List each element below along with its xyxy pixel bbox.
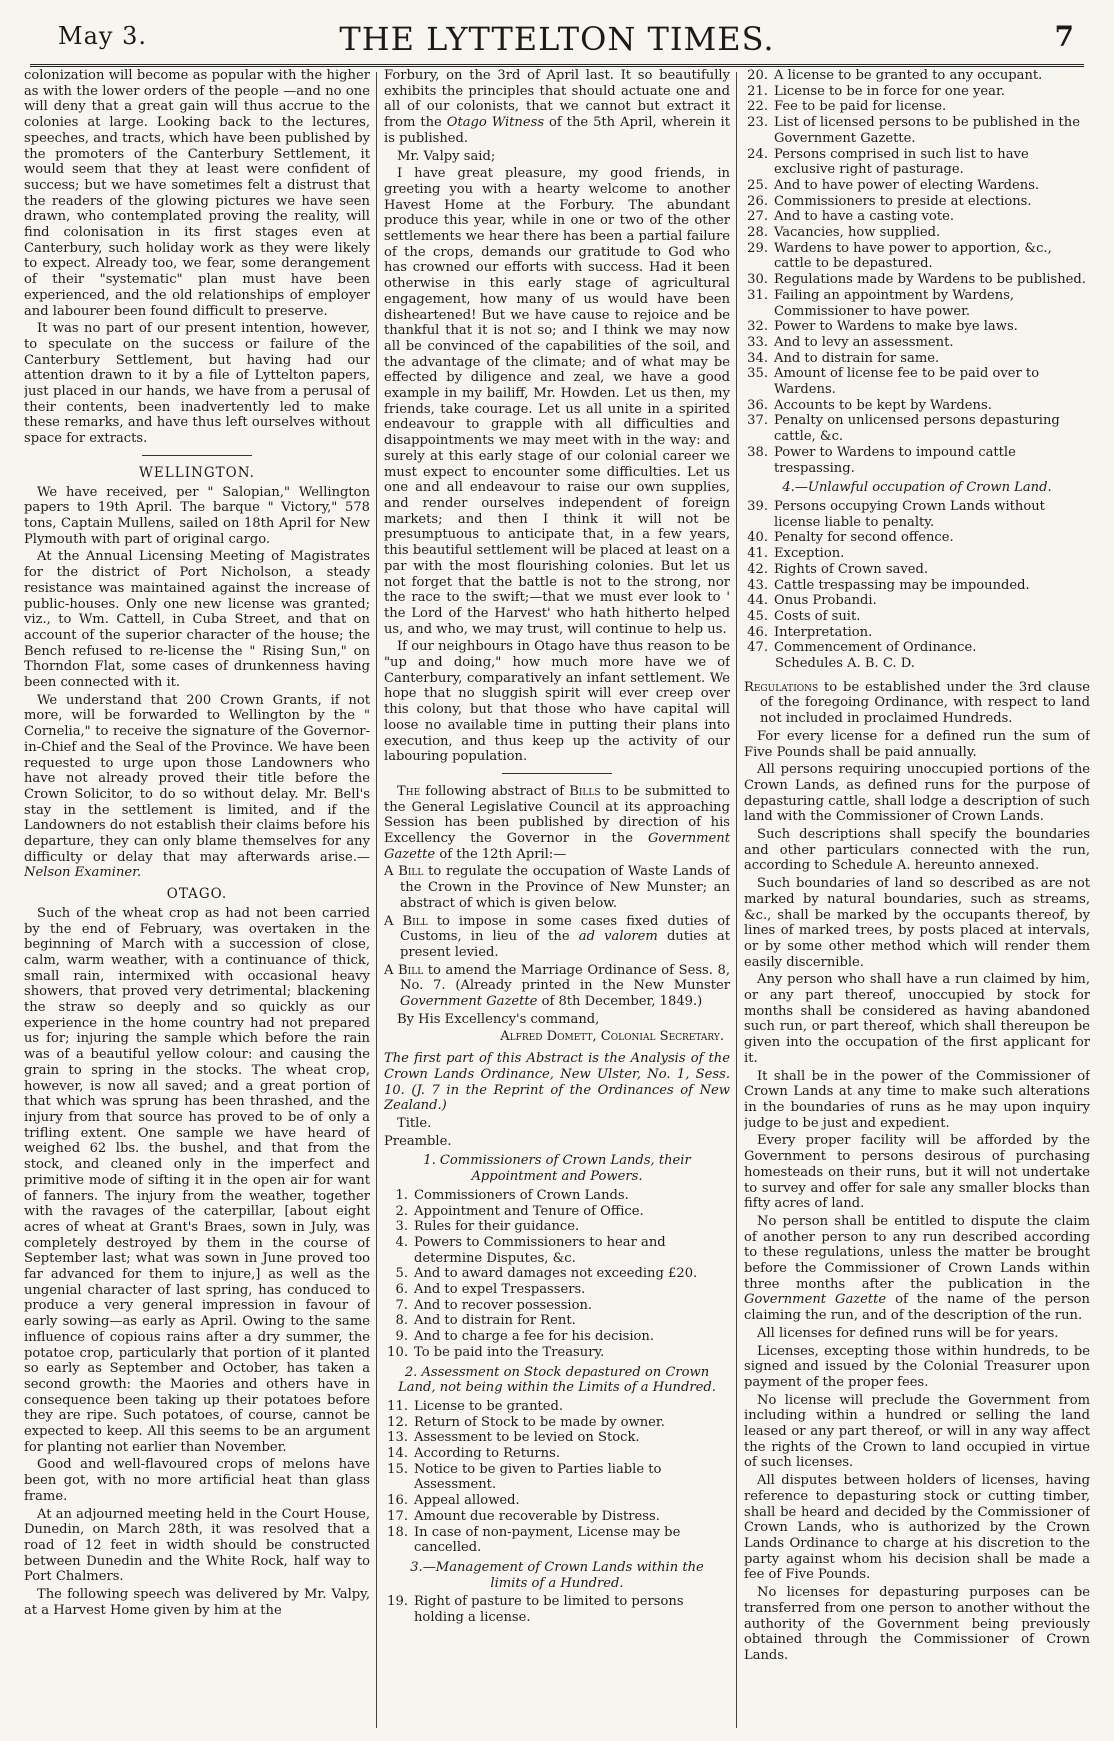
clause-number: 5. [395, 1266, 408, 1282]
regulations-heading: Regulations to be established under the 3rd clause of the foregoing Ordinance, with respect to land not included in proclaimed Hundreds. [744, 679, 1090, 727]
article-paragraph: I have great pleasure, my good friends, in greeting you with a hearty welcome to another Havest Home at the Forbury. The abundant produce this year, while in one or two of the other settlements we hear there has been a partial failure of the crops, demands our gratitude to God who has crowned our efforts with success. Had it been otherwise in this early stage of agricultural engagement, how many of us would have been disheartened! But we have cause to rejoice and be thankful that it is not so; and I think we may now all be convinced of the capabilities of the soil, and the advantage of the climate; and of what may be effected by diligence and zeal, we have a good example in my bailiff, Mr. Howden. Let us then, my friends, take courage. Let us all unite in a spirited endeavour to grapple with all difficulties and disappointments we may meet with in the way: and surely at this early stage of our colonial career we must expect to encounter some difficulties. Let us one and all endeavour to raise our own supplies, and render ourselves independent of foreign markets; and then I think it will not be presumptuous to anticipate that, in a few years, this beautiful settlement will be placed at least on a par with the most flourishing colonies. But let us not forget that the battle is not to the strong, nor the race to the swift;—that we must ever look to ' the Lord of the Harvest' who hath hitherto helped us, and who, we may trust, will continue to help us. [384, 166, 730, 637]
clause-item [744, 593, 1090, 609]
clause-number: 29. [747, 240, 768, 256]
clause-item [384, 1282, 730, 1298]
clause-number: 21. [747, 83, 768, 99]
clause-text: And to distrain for same. [774, 350, 940, 366]
section-title: 3.—Management of Crown Lands within the limits of a Hundred. [410, 1559, 704, 1591]
article-paragraph: The following abstract of Bills to be submitted to the General Legislative Council at its approaching Session has been published by direction of his Excellency the Governor in the Government Gazette of the 12th April:— [384, 783, 730, 862]
clause-text: Commencement of Ordinance. [774, 640, 977, 656]
article-paragraph: All licenses for defined runs will be for years. [757, 1325, 1059, 1341]
clause-item [384, 1329, 730, 1345]
clause-item [744, 288, 1090, 319]
clause-number: 26. [747, 193, 768, 209]
clause-number: 24. [747, 146, 768, 162]
clause-item [744, 351, 1090, 367]
bill-item: A Bill to impose in some cases fixed duties of Customs, in lieu of the ad valorem duties at present levied. [384, 913, 730, 960]
clause-text: License to be granted. [414, 1398, 564, 1414]
clause-number: 14. [387, 1446, 408, 1462]
clause-number: 3. [395, 1219, 408, 1235]
clause-text: Regulations made by Wardens to be published. [774, 272, 1086, 288]
clause-text: Persons occupying Crown Lands without license liable to penalty. [774, 498, 1045, 530]
source-credit: Nelson Examiner. [24, 865, 142, 881]
clause-item [744, 194, 1090, 210]
abstract-intro: The first part of this Abstract is the Analysis of the Crown Lands Ordinance, New Ulster, No. 1, Sess. 10. (J. 7 in the Reprint of the Ordinances of New Zealand.) [384, 1051, 730, 1114]
signature: Alfred Domett, Colonial Secretary. [500, 1029, 724, 1045]
clause-item [384, 1298, 730, 1314]
title-line: Title. [397, 1116, 432, 1131]
bill-item: A Bill to regulate the occupation of Waste Lands of the Crown in the Province of New Munster; an abstract of which is given below. [384, 864, 730, 911]
clause-text: Vacancies, how supplied. [774, 225, 941, 241]
clause-number: 41. [747, 546, 768, 562]
clause-item [384, 1399, 730, 1415]
clause-item [744, 398, 1090, 414]
clause-text: Accounts to be kept by Wardens. [774, 397, 992, 413]
clause-item [744, 68, 1090, 84]
clause-item [744, 241, 1090, 272]
clause-item [744, 562, 1090, 578]
clause-number: 10. [387, 1344, 408, 1360]
clause-text: Powers to Commissioners to hear and determine Disputes, &c. [414, 1234, 666, 1266]
clause-number: 16. [387, 1493, 408, 1509]
masthead [22, 14, 1092, 70]
clause-number: 45. [747, 608, 768, 624]
clause-text: License to be in force for one year. [774, 83, 1005, 99]
clause-text: And to expel Trespassers. [414, 1282, 586, 1298]
clause-number: 8. [395, 1313, 408, 1329]
clause-item [384, 1525, 730, 1556]
clause-item [384, 1188, 730, 1204]
clause-number: 46. [747, 624, 768, 640]
clause-number: 7. [395, 1297, 408, 1313]
clause-text: And to distrain for Rent. [414, 1313, 576, 1329]
clause-number: 27. [747, 209, 768, 225]
article-paragraph: Forbury, on the 3rd of April last. It so beautifully exhibits the principles that should actuate one and all of our colonists, that we cannot but extract it from the Otago Witness of the 5th April, wherein it is published. [384, 68, 730, 146]
section-heading-otago: OTAGO. [166, 886, 228, 903]
article-paragraph: No license will preclude the Government from including within a hundred or selling the land leased or any part thereof, or will in any way affect the rights of the Crown to land occupied in virtue of such licenses. [744, 1392, 1090, 1471]
clause-text: Power to Wardens to make bye laws. [774, 319, 1018, 335]
column-divider [736, 72, 737, 1728]
clause-item [744, 99, 1090, 115]
clause-item [744, 578, 1090, 594]
clause-item [744, 225, 1090, 241]
clause-number: 22. [747, 99, 768, 115]
clause-text: Wardens to have power to apportion, &c., cattle to be depastured. [774, 240, 1052, 272]
clause-text: Costs of suit. [774, 608, 861, 624]
clause-item [384, 1493, 730, 1509]
clause-item [744, 546, 1090, 562]
clause-number: 13. [387, 1430, 408, 1446]
clause-item [744, 209, 1090, 225]
clause-number: 33. [747, 334, 768, 350]
clause-number: 28. [747, 225, 768, 241]
article-paragraph: Mr. Valpy said; [397, 148, 496, 164]
article-paragraph: Such descriptions shall specify the boundaries and other particulars connected with the run, according to Schedule A. hereunto annexed. [744, 827, 1090, 874]
clause-text: Onus Probandi. [774, 593, 877, 609]
clause-number: 15. [387, 1461, 408, 1477]
issue-date: May 3. [58, 22, 147, 50]
clause-number: 34. [747, 350, 768, 366]
clause-number: 44. [747, 593, 768, 609]
clause-list [384, 1399, 730, 1556]
section-rule [142, 455, 252, 456]
clause-text: Appeal allowed. [414, 1493, 520, 1509]
clause-number: 25. [747, 177, 768, 193]
clause-item [744, 178, 1090, 194]
clause-text: And to charge a fee for his decision. [414, 1329, 655, 1345]
clause-number: 17. [387, 1508, 408, 1524]
clause-number: 11. [387, 1398, 408, 1414]
clause-text: Rights of Crown saved. [774, 561, 929, 577]
clause-text: List of licensed persons to be published in the Government Gazette. [774, 115, 1080, 146]
clause-item [744, 115, 1090, 146]
clause-item [384, 1266, 730, 1282]
clause-list [384, 1594, 730, 1625]
preamble-line: Preamble. [384, 1133, 452, 1149]
clause-text: And to recover possession. [414, 1297, 593, 1313]
section-title: 2. Assessment on Stock depastured on Crown Land, not being within the Limits of a Hundred. [398, 1364, 716, 1396]
clause-item [384, 1235, 730, 1266]
clause-item [384, 1313, 730, 1329]
command-line: By His Excellency's command, [397, 1011, 600, 1027]
section-rule [502, 773, 612, 774]
clause-number: 36. [747, 397, 768, 413]
section-heading-wellington: WELLINGTON. [139, 464, 255, 481]
article-paragraph: At an adjourned meeting held in the Court House, Dunedin, on March 28th, it was resolved that a road of 12 feet in width should be constructed between Dunedin and the White Rock, half way to Port Chalmers. [24, 1506, 370, 1585]
article-paragraph: No licenses for depasturing purposes can be transferred from one person to another without the authority of the Government being previously obtained through the Commissioner of Crown Lands. [744, 1585, 1090, 1663]
clause-text: Interpretation. [774, 624, 873, 640]
clause-item [744, 366, 1090, 397]
clause-number: 1. [395, 1187, 408, 1203]
clause-text: And to award damages not exceeding £20. [414, 1266, 698, 1282]
clause-item [384, 1462, 730, 1493]
clause-text: Return of Stock to be made by owner. [414, 1414, 665, 1430]
article-paragraph: For every license for a defined run the sum of Five Pounds shall be paid annually. [744, 728, 1090, 760]
page-number: 7 [1054, 20, 1074, 53]
clause-text: Notice to be given to Parties liable to Assessment. [414, 1461, 662, 1493]
header-rule [30, 64, 1084, 67]
article-paragraph: It was no part of our present intention, however, to speculate on the success or failure of the Canterbury Settlement, but having had our attention drawn to it by a file of Lyttelton papers, just placed in our hands, we have from a perusal of their contents, been inadvertently led to make these remarks, and have thus left ourselves without space for extracts. [24, 321, 370, 447]
article-paragraph: At the Annual Licensing Meeting of Magistrates for the district of Port Nicholson, a steady resistance was maintained against the increase of public-houses. Only one new license was granted; viz., to Wm. Cattell, in Cuba Street, and that on account of the superior character of the house; the Bench refused to re-license the " Rising Sun," on Thorndon Flat, some cases of drunkenness having been connected with it. [24, 549, 370, 691]
clause-number: 40. [747, 530, 768, 546]
clause-number: 32. [747, 319, 768, 335]
clause-list [744, 68, 1090, 476]
clause-text: And to have a casting vote. [774, 209, 954, 225]
clause-item [744, 609, 1090, 625]
clause-number: 6. [395, 1282, 408, 1298]
clause-list [744, 499, 1090, 656]
column-3 [744, 68, 1090, 1730]
clause-text: Right of pasture to be limited to persons holding a license. [414, 1594, 684, 1626]
article-paragraph: All disputes between holders of licenses, having reference to depasturing stock or cutting timber, shall be heard and decided by the Commissioner of Crown Lands, who is authorized by the Crown Lands Ordinance to charge at his discretion to the party against whom his decision shall be made a fee of Five Pounds. [744, 1473, 1090, 1583]
article-paragraph: We understand that 200 Crown Grants, if not more, will be forwarded to Wellington by the " Cornelia," to receive the signature of the Governor-in-Chief and the Seal of the Province. We have been requested to urge upon those Landowners who have not already proved their title before the Crown Solicitor, to do so without delay. Mr. Bell's stay in the settlement is limited, and if the Landowners do not establish their claims before his departure, they can only blame themselves for any difficulty or delay that may afterwards arise.—Nelson Examiner. [24, 692, 370, 881]
clause-text: In case of non-payment, License may be cancelled. [414, 1524, 681, 1556]
clause-item [744, 445, 1090, 476]
clause-number: 31. [747, 287, 768, 303]
article-paragraph: Such boundaries of land so described as are not marked by natural boundaries, such as streams, &c., shall be marked by the occupants thereof, by lines of marked trees, by posts placed at intervals, or by some other method which will render them easily discernible. [744, 876, 1090, 970]
clause-number: 12. [387, 1414, 408, 1430]
clause-item [744, 413, 1090, 444]
clause-number: 9. [395, 1329, 408, 1345]
clause-item [384, 1446, 730, 1462]
clause-text: Failing an appointment by Wardens, Commissioner to have power. [774, 287, 1015, 319]
column-2 [384, 68, 730, 1730]
clause-item [384, 1594, 730, 1625]
article-paragraph: We have received, per " Salopian," Wellington papers to 19th April. The barque " Victory," 578 tons, Captain Mullens, sailed on 18th April for New Plymouth with part of original cargo. [24, 484, 370, 547]
column-divider [376, 72, 377, 1728]
clause-number: 47. [747, 640, 768, 656]
clause-number: 35. [747, 366, 768, 382]
clause-item [744, 319, 1090, 335]
clause-item [744, 640, 1090, 656]
column-1 [24, 68, 370, 1730]
clause-text: Power to Wardens to impound cattle trespassing. [774, 444, 1016, 476]
clause-text: Persons comprised in such list to have exclusive right of pasturage. [774, 146, 1029, 178]
clause-number: 42. [747, 561, 768, 577]
clause-item [384, 1509, 730, 1525]
article-paragraph: colonization will become as popular with the higher as with the lower orders of the people —and no one will deny that a great gain will thus accrue to the colonies at large. Looking back to the lectures, speeches, and tracts, which have been published by the promoters of the Canterbury Settlement, it would seem that they at least were confident of success; but we have sometimes felt a distrust that the readers of the glowing pictures we have seen drawn, who contemplated proving the reality, will find colonisation in its first stages even at Canterbury, such holiday work as they were likely to expect. Already too, we fear, some derangement of their "systematic" plan must have been experienced, and the old relationships of employer and labourer been found difficult to preserve. [24, 68, 370, 319]
clause-text: Cattle trespassing may be impounded. [774, 577, 1030, 593]
clause-text: Fee to be paid for license. [774, 99, 947, 115]
clause-text: A license to be granted to any occupant. [774, 68, 1043, 83]
article-paragraph: It shall be in the power of the Commissioner of Crown Lands at any time to make such alterations in the boundaries of runs as he may upon inquiry judge to be just and expedient. [744, 1068, 1090, 1131]
article-paragraph: Licenses, excepting those within hundreds, to be signed and issued by the Colonial Treasurer upon payment of the proper fees. [744, 1343, 1090, 1390]
clause-item [744, 147, 1090, 178]
clause-text: Amount of license fee to be paid over to Wardens. [774, 366, 1040, 398]
article-paragraph: Every proper facility will be afforded by the Government to persons desirous of purchasing homesteads on their runs, but it will not undertake to survey and offer for sale any smaller blocks than fifty acres of land. [744, 1133, 1090, 1212]
clause-text: According to Returns. [414, 1446, 560, 1462]
article-paragraph: The following speech was delivered by Mr. Valpy, at a Harvest Home given by him at the [24, 1587, 370, 1618]
clause-item [384, 1430, 730, 1446]
clause-text: Rules for their guidance. [414, 1219, 580, 1235]
clause-text: And to have power of electing Wardens. [774, 177, 1040, 193]
clause-text: Assessment to be levied on Stock. [414, 1430, 640, 1446]
article-paragraph: Any person who shall have a run claimed by him, or any part thereof, unoccupied by stock for months shall be considered as having abandoned such run, or part thereof, which shall thereupon be given into the occupation of the first applicant for it. [744, 972, 1090, 1066]
clause-item [384, 1204, 730, 1220]
clause-number: 2. [395, 1203, 408, 1219]
clause-text: And to levy an assessment. [774, 334, 954, 350]
clause-item [744, 625, 1090, 641]
clause-item [744, 335, 1090, 351]
clause-text: Appointment and Tenure of Office. [414, 1203, 644, 1219]
clause-number: 39. [747, 498, 768, 514]
clause-item [384, 1415, 730, 1431]
article-paragraph: If our neighbours in Otago have thus reason to be "up and doing," how much more have we of Canterbury, comparatively an infant settlement. We hope that no sluggish spirit will ever creep over this colony, but that those who have capital will loose no available time in putting their plans into execution, and thus keep up the activity of our labouring population. [384, 639, 730, 765]
clause-item [744, 530, 1090, 546]
clause-text: Exception. [774, 546, 845, 562]
clause-number: 4. [395, 1234, 408, 1250]
clause-text: Penalty on unlicensed persons depasturing cattle, &c. [774, 413, 1060, 445]
clause-number: 37. [747, 413, 768, 429]
clause-text: Amount due recoverable by Distress. [414, 1508, 660, 1524]
clause-item [744, 84, 1090, 100]
clause-number: 38. [747, 444, 768, 460]
clause-number: 19. [387, 1594, 408, 1610]
clause-item [384, 1345, 730, 1361]
newspaper-title: THE LYTTELTON TIMES. [339, 20, 775, 58]
schedules-line: Schedules A. B. C. D. [775, 656, 915, 672]
article-paragraph: All persons requiring unoccupied portions of the Crown Lands, as defined runs for the purpose of depasturing cattle, shall lodge a description of such land with the Commissioner of Crown Lands. [744, 762, 1090, 825]
clause-list [384, 1188, 730, 1361]
clause-number: 20. [747, 68, 768, 83]
regulation-paragraphs [744, 1326, 1090, 1664]
bill-item: A Bill to amend the Marriage Ordinance of Sess. 8, No. 7. (Already printed in the New Munster Government Gazette of 8th December, 1849.) [384, 962, 730, 1010]
clause-text: To be paid into the Treasury. [414, 1344, 605, 1360]
clause-number: 18. [387, 1524, 408, 1540]
clause-text: Commissioners to preside at elections. [774, 193, 1032, 209]
clause-number: 30. [747, 272, 768, 288]
article-paragraph: Good and well-flavoured crops of melons have been got, with no more artificial heat than glass frame. [24, 1457, 370, 1504]
clause-text: Commissioners of Crown Lands. [414, 1187, 629, 1203]
section-title: 1. Commissioners of Crown Lands, their Appointment and Powers. [423, 1153, 691, 1185]
clause-item [744, 272, 1090, 288]
clause-text: Penalty for second offence. [774, 530, 954, 546]
clause-number: 43. [747, 577, 768, 593]
clause-item [384, 1219, 730, 1235]
clause-item [744, 499, 1090, 530]
article-paragraph: No person shall be entitled to dispute the claim of another person to any run described according to these regulations, unless the matter be brought before the Commissioner of Crown Lands within three months after the publication in the Government Gazette of the name of the person claiming the run, and of the description of the run. [744, 1213, 1090, 1324]
regulation-paragraphs [744, 729, 1090, 1212]
article-paragraph: Such of the wheat crop as had not been carried by the end of February, was overtaken in the beginning of March with a succession of close, calm, warm weather, with a continuance of thick, small rain, intermixed with occasional heavy showers, that proved very detrimental; blackening the straw so deeply and so quickly as our experience in the home country had not prepared us for; injuring the sample which before the rain was of a beautiful yellow colour: and causing the grain to spring in the stocks. The wheat crop, however, is now all saved; and a great portion of that which was sprung has been thrashed, and the injury from that source has proved to be of only a trifling extent. One sample we have heard of weighed 62 lbs. the bushel, and that from the stock, and cleaned only in the imperfect and primitive mode of sifting it in the open air for want of fanners. The injury from the weather, together with the ravages of the caterpillar, [about eight acres of wheat at Grant's Braes, sown in July, was completely destroyed by them in the course of September last; what was sown in June proved too far advanced for them to injure,] as well as the ungenial character of last spring, has conduced to produce a very general impression in favour of early sowing—as early as April. Owing to the same influence of copious rains after a dry summer, the potatoe crop, particularly that portion of it planted so early as September and October, has taken a second growth: the Maories and others have in consequence been taking up their potatoes before they are ripe. Such potatoes, of course, cannot be expected to keep. All this seems to be an argument for planting not earlier than November. [24, 905, 370, 1455]
section-title: 4.—Unlawful occupation of Crown Land. [782, 480, 1052, 496]
clause-number: 23. [747, 115, 768, 131]
